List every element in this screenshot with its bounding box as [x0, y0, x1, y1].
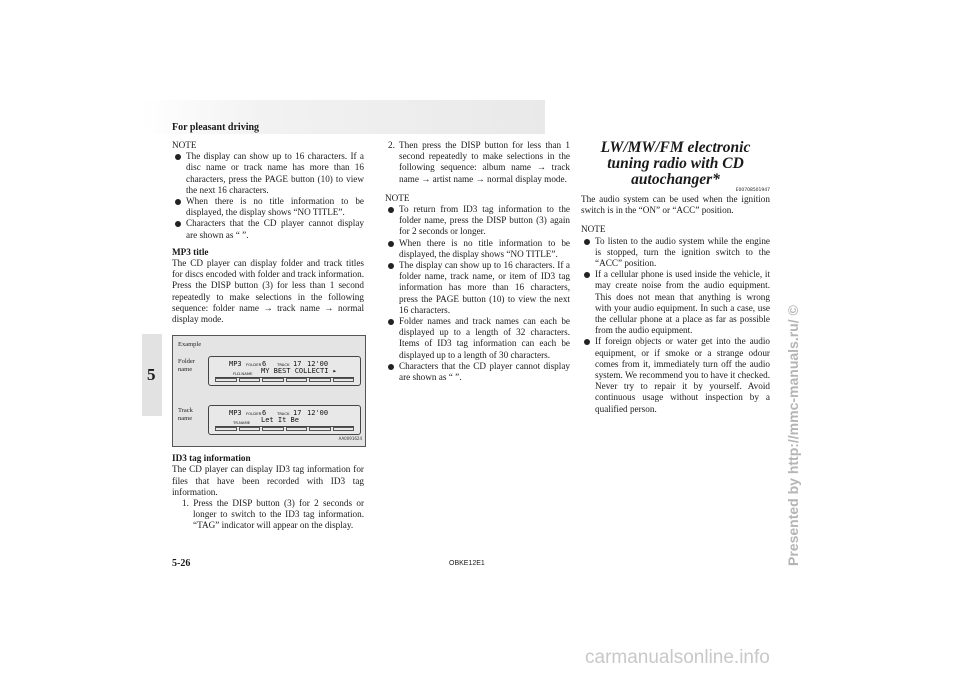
lcd-mode: MP3: [229, 360, 242, 369]
lcd-name-tag: TR.NAME: [233, 420, 251, 426]
column-1: [172, 140, 364, 532]
section-title-id3: ID3 tag information: [172, 453, 251, 464]
lcd-folder-tag: FOLDER: [246, 362, 262, 368]
note-item: When there is no title information to be displayed, the display shows “NO TITLE”.: [399, 237, 570, 259]
note-item: Characters that the CD player cannot display are shown as “ ”.: [399, 360, 570, 383]
lcd-mode: MP3: [229, 409, 242, 418]
note-item: When there is no title information to be displayed, the display shows “NO TITLE”.: [186, 196, 364, 218]
section-title-mp3: MP3 title: [172, 246, 209, 257]
note-item: Folder names and track names can each be displayed up to a length of 32 characters. Items of ID3 tag information can each be displayed up to a length of 30 characters.: [399, 316, 570, 360]
section-heading: LW/MW/FM electronic tuning radio with CD autochanger*: [600, 139, 751, 188]
note-item: Characters that the CD player cannot display are shown as “ ”.: [186, 218, 364, 240]
page-header-title: For pleasant driving: [172, 122, 260, 133]
figure-label-example: Example: [178, 341, 202, 349]
chapter-number: 5: [147, 365, 156, 384]
intro-paragraph: The audio system can be used when the ignition switch is in the “ON” or “ACC” position.: [581, 194, 770, 216]
figure-code: AA0091624: [338, 436, 362, 442]
lcd-time: 12'00: [307, 360, 329, 369]
note-list: [595, 236, 770, 415]
note-label: NOTE: [172, 140, 197, 150]
step-1: 1. Press the DISP button (3) for 2 seconds or longer to switch to the ID3 tag information. “TAG” indicator will appear on the display.: [182, 498, 364, 531]
note-label: NOTE: [581, 224, 606, 235]
note-label: NOTE: [385, 192, 410, 203]
note-list: [399, 204, 570, 383]
note-item: If foreign objects or water get into the audio equipment, or if smoke or a strange odour comes from it, immediately turn off the audio system. We recommend you to have it checked. Never try to repair it by yourself. Avoid continuous usage without inspection by a qualified person.: [595, 336, 770, 414]
lcd-folder-tag: FOLDER: [246, 411, 262, 417]
column-2: [385, 140, 570, 383]
figure-label-folder: Folder name: [178, 358, 195, 373]
mp3-paragraph: The CD player can display folder and track titles for discs encoded with folder and track information. Press the DISP button (3) for less than 1 second repeatedly to make selections in the following sequence: folder name → track name → normal display mode.: [172, 258, 364, 325]
note-list: [186, 151, 364, 241]
lcd-segments: [215, 426, 354, 431]
column-3: [581, 140, 770, 415]
lcd-folder-num: 6: [262, 360, 267, 369]
lcd-folder-num: 6: [262, 409, 267, 418]
document-code: OBKE12E1: [449, 560, 485, 567]
lcd-track-num: 17: [293, 360, 302, 369]
lcd-name: Let It Be: [261, 416, 299, 425]
figure-label-track: Track name: [178, 407, 193, 422]
step-2: 2. Then press the DISP button for less than 1 second repeatedly to make selections in the following sequence: album name → track name → artist name → normal display mode.: [388, 140, 570, 184]
note-item: The display can show up to 16 characters. If a folder name, track name, or item of ID3 tag information has more than 16 characters, press the PAGE button (10) to view the next 16 characters.: [399, 260, 570, 315]
note-item: If a cellular phone is used inside the vehicle, it may create noise from the audio equipment. This does not mean that anything is wrong with your audio equipment. In such a case, use the cellular phone at a place as far as possible from the audio equipment.: [595, 269, 770, 336]
section-code: E00708501947: [735, 188, 770, 193]
lcd-segments: [215, 377, 354, 382]
lcd-folder-display: [208, 356, 361, 386]
note-item: The display can show up to 16 characters. If a disc name or track name has more than 16 characters, press the PAGE button (10) to view the next 16 characters.: [186, 151, 364, 195]
lcd-time: 12'00: [307, 409, 329, 418]
lcd-track-tag: TRACK: [277, 362, 290, 368]
note-item: To listen to the audio system while the engine is stopped, turn the ignition switch to the “ACC” position.: [595, 235, 770, 269]
lcd-track-num: 17: [293, 409, 302, 418]
display-example-figure: [172, 335, 366, 447]
watermark-text: carmanualsonline.info: [585, 647, 770, 668]
lcd-track-tag: TRACK: [277, 411, 290, 417]
note-item: To return from ID3 tag information to the folder name, press the DISP button (3) again for 2 seconds or longer.: [399, 204, 570, 237]
side-watermark-text: Presented by http://mmc-manuals.ru/ ©: [785, 305, 801, 566]
lcd-track-display: [208, 405, 361, 435]
page-number: 5-26: [172, 558, 191, 569]
lcd-name-tag: FLD.NAME: [233, 371, 253, 377]
id3-paragraph: The CD player can display ID3 tag information for files that have been recorded with ID3 tag information.: [172, 464, 364, 497]
lcd-name: MY BEST COLLECTI ▸: [261, 367, 337, 376]
